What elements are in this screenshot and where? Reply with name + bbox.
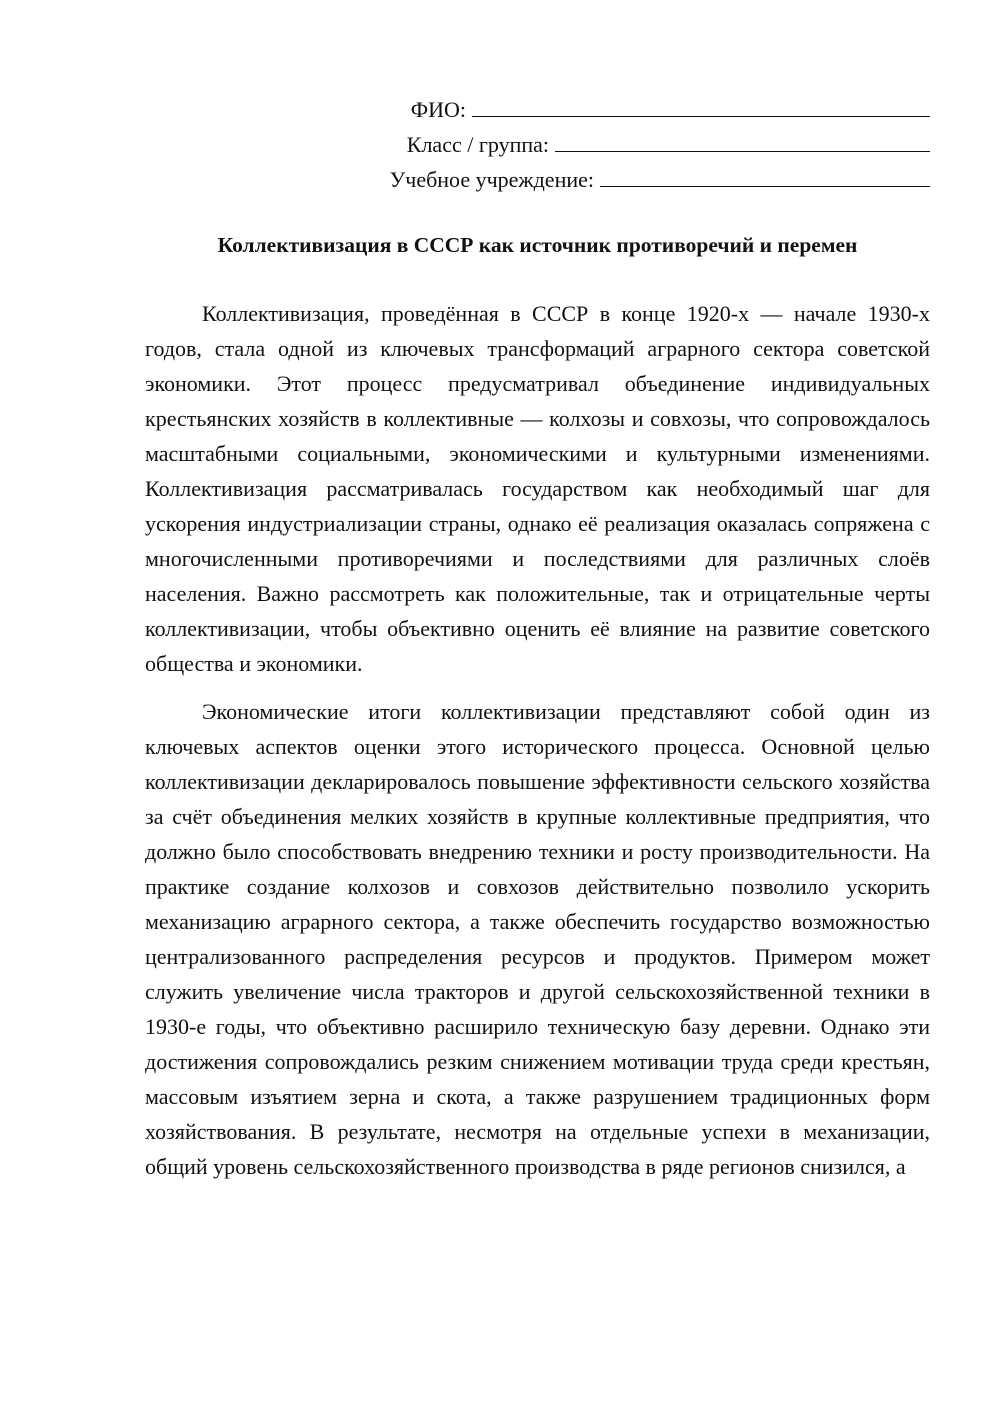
paragraph-economic-results: Экономические итоги коллективизации представляют собой один из ключевых аспектов оценки этого исторического процесса. Основной целью коллективизации декларировалось повышение эффективности сельского хозяйства за счёт объединения мелких хозяйств в крупные коллективные предприятия, что должно было способствовать внедрению техники и росту производительности. На практике создание колхозов и совхозов действительно позволило ускорить механизацию аграрного сектора, а также обеспечить государство возможностью централизованного распределения ресурсов и продуктов. Примером может служить увеличение числа тракторов и другой сельскохозяйственной техники в 1930-е годы, что объективно расширило техническую базу деревни. Однако эти достижения сопровождались резким снижением мотивации труда среди крестьян, массовым изъятием зерна и скота, а также разрушением традиционных форм хозяйствования. В результате, несмотря на отдельные успехи в механизации, общий уровень сельскохозяйственного производства в ряде регионов снизился, а — [145, 699, 930, 1179]
student-info-block — [360, 94, 930, 199]
fio-row — [360, 94, 930, 129]
fio-label: ФИО: — [410, 97, 466, 122]
document-title: Коллективизация в СССР как источник противоречий и перемен — [217, 233, 858, 257]
institution-label: Учебное учреждение: — [389, 167, 594, 192]
institution-blank-line — [600, 164, 930, 187]
class-label: Класс / группа: — [406, 132, 549, 157]
class-blank-line — [555, 129, 930, 152]
institution-row — [360, 164, 930, 199]
paragraph-intro: Коллективизация, проведённая в СССР в конце 1920-х — начале 1930-х годов, стала одной из ключевых трансформаций аграрного сектора советской экономики. Этот процесс предусматривал объединение индивидуальных крестьянских хозяйств в коллективные — колхозы и совхозы, что сопровождалось масштабными социальными, экономическими и культурными изменениями. Коллективизация рассматривалась государством как необходимый шаг для ускорения индустриализации страны, однако её реализация оказалась сопряжена с многочисленными противоречиями и последствиями для различных слоёв населения. Важно рассмотреть как положительные, так и отрицательные черты коллективизации, чтобы объективно оценить её влияние на развитие советского общества и экономики. — [145, 301, 930, 676]
fio-blank-line — [472, 94, 930, 117]
class-row — [360, 129, 930, 164]
document-body — [145, 296, 930, 1197]
